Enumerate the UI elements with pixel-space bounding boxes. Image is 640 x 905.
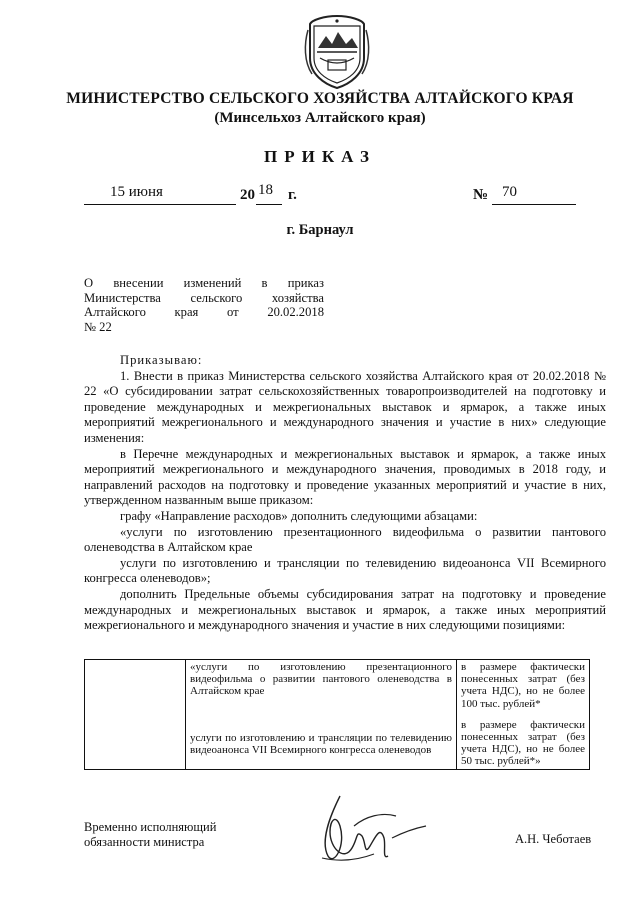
body-paragraph: дополнить Предельные объемы субсидирования затрат на подготовку и проведение международных и межрегиональных выставок и ярмарок, а также иных мероприятий межрегионального и международного значения и участие в них следующими позициями: (84, 586, 606, 633)
order-year-prefix: 20 (240, 187, 255, 203)
body-paragraph: 1. Внести в приказ Министерства сельского хозяйства Алтайского края от 20.02.2018 № 22 «О субсидировании затрат сельскохозяйственных товаропроизводителей на подготовку и проведение международных и межрегиональных выставок и ярмарок, а также иных мероприятий межрегионального и международного значения и участие в них» следующие изменения: (84, 368, 606, 445)
limit-item: в размере фактически понесенных затрат (без учета НДС), но не более 50 тыс. рублей*» (461, 718, 585, 768)
limit-item: в размере фактически понесенных затрат (без учета НДС), но не более 100 тыс. рублей* (461, 661, 585, 710)
order-body (84, 353, 606, 634)
handwritten-signature (300, 786, 430, 876)
signer-title (84, 820, 216, 849)
order-city: г. Барнаул (286, 222, 354, 238)
order-subject (84, 276, 324, 334)
order-directive: Приказываю: (120, 353, 203, 367)
coat-of-arms-emblem (304, 14, 370, 90)
subject-line: Алтайского края от 20.02.2018 (84, 305, 324, 319)
body-paragraph: в Перечне международных и межрегиональных выставок и ярмарок, а также иных мероприятий межрегионального и международного значения, проводимых в 2018 году, и направлений расходов на подготовку и проведение указанных мероприятий и участие в них, утвержденном названным выше приказом: (84, 446, 606, 508)
service-item: «услуги по изготовлению презентационного видеофильма о развитии пантового оленеводства в Алтайском крае (190, 661, 452, 698)
table-row (85, 660, 590, 770)
ministry-short-name: (Минсельхоз Алтайского края) (214, 110, 426, 126)
subject-line: О внесении изменений в приказ (84, 276, 324, 290)
order-year-suffix: 18 (258, 182, 273, 198)
date-underline (84, 204, 236, 205)
subject-line: № 22 (84, 319, 112, 334)
order-date-day: 15 июня (110, 184, 163, 200)
service-item: услуги по изготовлению и трансляции по телевидению видеоанонса VII Всемирного конгресса оленеводов (190, 731, 452, 756)
year-g-label: г. (288, 187, 297, 203)
order-number-value: 70 (502, 184, 517, 200)
table-cell-empty (85, 660, 186, 770)
ministry-name: МИНИСТЕРСТВО СЕЛЬСКОГО ХОЗЯЙСТВА АЛТАЙСКОГО КРАЯ (66, 90, 574, 107)
document-type-title: ПРИКАЗ (264, 147, 376, 166)
table-cell-limits (457, 660, 590, 770)
body-paragraph: услуги по изготовлению и трансляции по телевидению видеоанонса VII Всемирного конгресса оленеводов»; (84, 555, 606, 586)
signer-name: А.Н. Чеботаев (515, 832, 592, 846)
signer-title-line: Временно исполняющий (84, 820, 217, 834)
year-underline (256, 204, 282, 205)
number-underline (492, 204, 576, 205)
order-number-label: № (473, 187, 489, 203)
subject-line: Министерства сельского хозяйства (84, 290, 324, 305)
body-paragraph: графу «Направление расходов» дополнить следующими абзацами: (120, 508, 478, 523)
body-paragraph: «услуги по изготовлению презентационного видеофильма о развитии пантового оленеводства в Алтайском крае (84, 524, 606, 555)
limits-table (84, 659, 590, 770)
signer-title-line: обязанности министра (84, 834, 205, 849)
table-cell-services (186, 660, 457, 770)
